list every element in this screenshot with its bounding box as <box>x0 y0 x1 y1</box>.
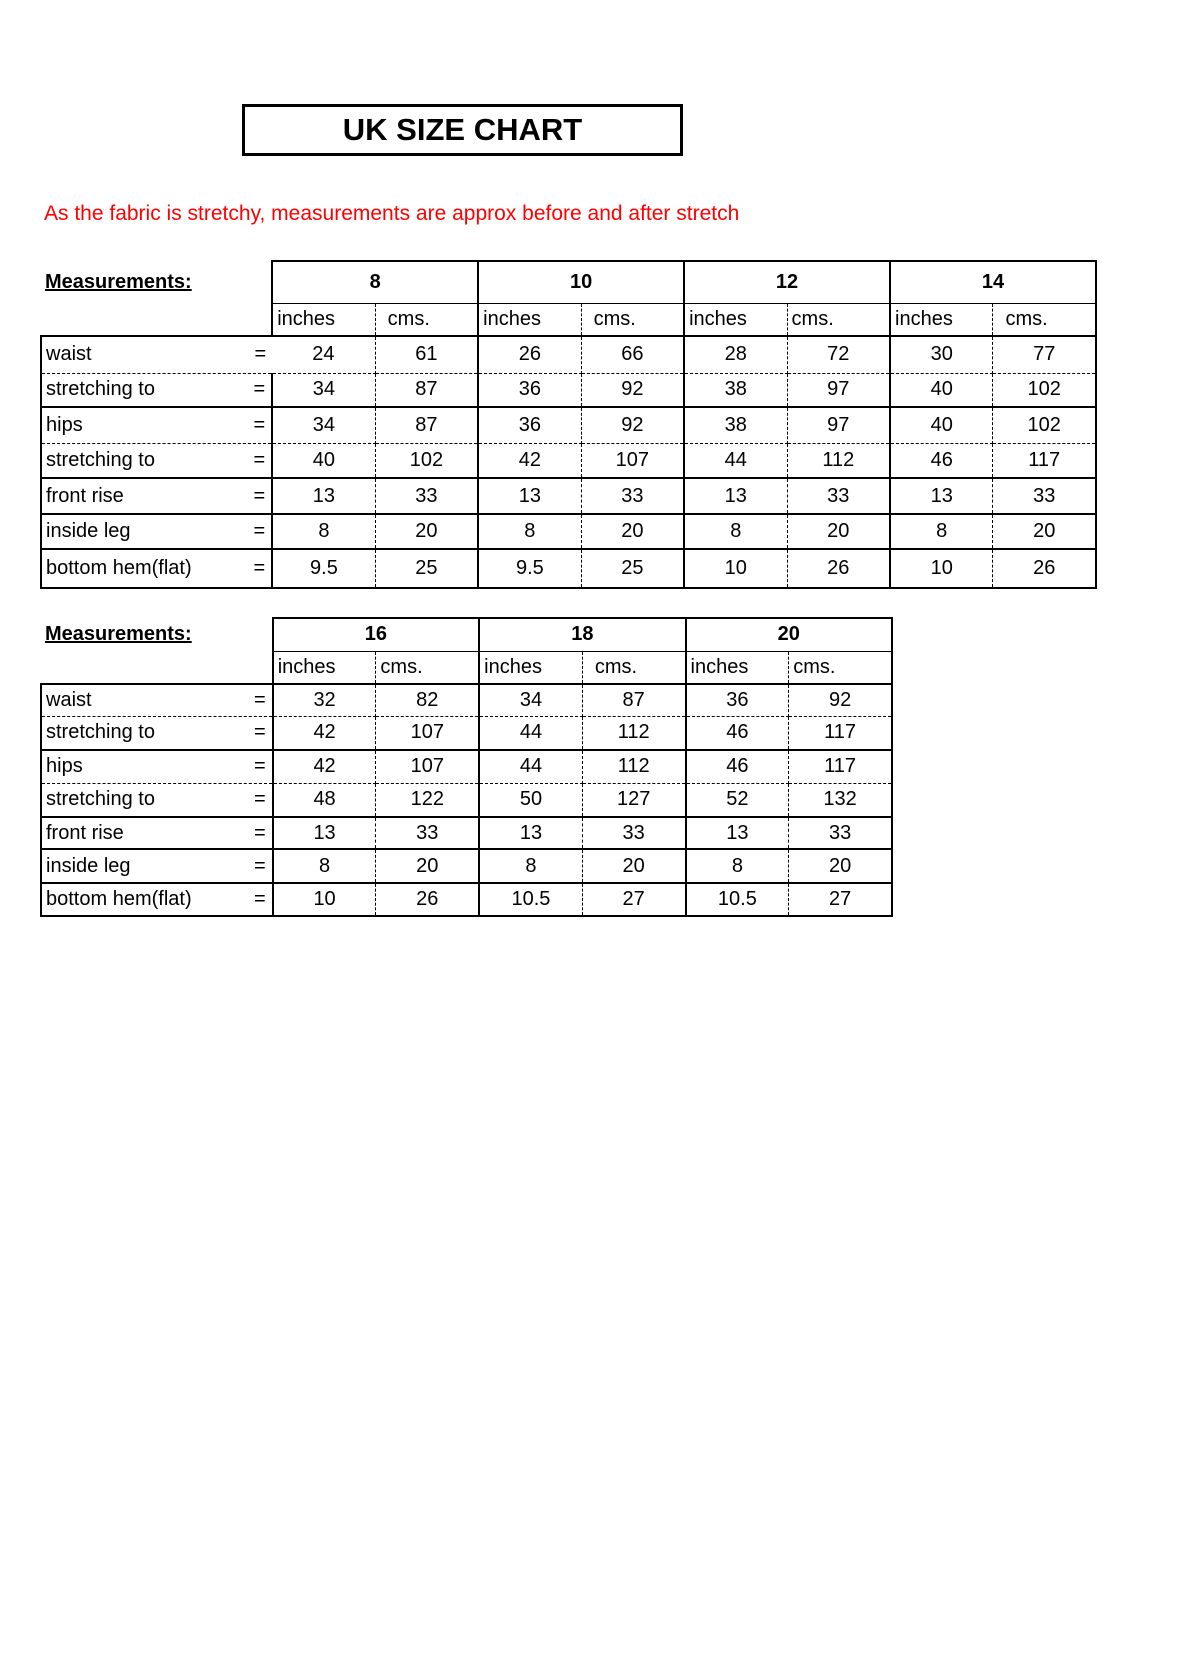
row-label-text: stretching to <box>46 721 155 744</box>
row-label-text: waist <box>46 688 92 711</box>
row-label <box>41 783 273 817</box>
units-row <box>41 651 892 684</box>
row-label-text: stretching to <box>46 378 155 401</box>
equals-sign: = <box>254 821 266 844</box>
value-cms: 102 <box>993 373 1096 407</box>
size-12-header: 12 <box>684 261 890 303</box>
value-inches: 10 <box>273 883 376 916</box>
value-cms: 26 <box>993 549 1096 588</box>
value-cms: 87 <box>375 373 478 407</box>
value-inches: 36 <box>478 373 581 407</box>
value-inches: 36 <box>478 407 581 443</box>
value-cms: 92 <box>789 684 892 716</box>
value-inches: 42 <box>273 716 376 750</box>
value-inches: 38 <box>684 407 787 443</box>
table-row <box>41 336 1096 373</box>
value-cms: 127 <box>582 783 685 817</box>
size-header-row <box>41 618 892 651</box>
value-inches: 10 <box>684 549 787 588</box>
value-inches: 28 <box>684 336 787 373</box>
row-label-text: inside leg <box>46 854 131 877</box>
table-row <box>41 716 892 750</box>
row-label <box>41 883 273 916</box>
value-inches: 10.5 <box>686 883 789 916</box>
value-cms: 33 <box>581 478 684 514</box>
row-label <box>41 849 273 883</box>
size-header-row <box>41 261 1096 303</box>
value-inches: 9.5 <box>478 549 581 588</box>
value-inches: 34 <box>479 684 582 716</box>
value-inches: 48 <box>273 783 376 817</box>
value-inches: 26 <box>478 336 581 373</box>
value-cms: 66 <box>581 336 684 373</box>
value-inches: 8 <box>272 514 375 549</box>
value-cms: 33 <box>582 817 685 849</box>
size-8-header: 8 <box>272 261 478 303</box>
unit-inches: inches <box>478 303 581 336</box>
value-cms: 87 <box>375 407 478 443</box>
row-label-text: bottom hem(flat) <box>46 557 192 579</box>
row-label <box>41 750 273 783</box>
value-cms: 25 <box>375 549 478 588</box>
value-cms: 92 <box>581 373 684 407</box>
value-inches: 44 <box>479 716 582 750</box>
unit-inches: inches <box>273 651 376 684</box>
value-cms: 87 <box>582 684 685 716</box>
value-cms: 26 <box>376 883 479 916</box>
units-row <box>41 303 1096 336</box>
equals-sign: = <box>253 520 266 542</box>
value-inches: 40 <box>272 443 375 478</box>
value-inches: 34 <box>272 373 375 407</box>
unit-inches: inches <box>684 303 787 336</box>
size-18-header: 18 <box>479 618 685 651</box>
value-cms: 72 <box>787 336 890 373</box>
table-row <box>41 443 1096 478</box>
unit-inches: inches <box>272 303 375 336</box>
value-inches: 8 <box>478 514 581 549</box>
value-cms: 20 <box>787 514 890 549</box>
value-cms: 77 <box>993 336 1096 373</box>
value-cms: 33 <box>789 817 892 849</box>
equals-sign: = <box>253 448 266 471</box>
value-cms: 92 <box>581 407 684 443</box>
value-cms: 107 <box>376 716 479 750</box>
equals-sign: = <box>253 413 266 436</box>
equals-sign: = <box>254 788 266 811</box>
table-row <box>41 684 892 716</box>
value-inches: 13 <box>272 478 375 514</box>
table-row <box>41 373 1096 407</box>
equals-sign: = <box>253 557 266 579</box>
size-20-header: 20 <box>686 618 892 651</box>
value-cms: 33 <box>787 478 890 514</box>
row-label-text: inside leg <box>46 520 131 542</box>
value-inches: 46 <box>686 716 789 750</box>
value-inches: 34 <box>272 407 375 443</box>
page-title: UK SIZE CHART <box>242 104 683 156</box>
units-spacer <box>41 303 272 336</box>
table-row <box>41 849 892 883</box>
value-inches: 8 <box>479 849 582 883</box>
unit-cms: cms. <box>581 303 684 336</box>
size-table-2 <box>40 617 893 917</box>
table-row <box>41 883 892 916</box>
value-cms: 107 <box>581 443 684 478</box>
row-label-text: front rise <box>46 821 124 844</box>
row-label <box>41 514 272 549</box>
value-inches: 24 <box>272 336 375 373</box>
unit-cms: cms. <box>375 303 478 336</box>
value-inches: 13 <box>890 478 993 514</box>
value-inches: 46 <box>686 750 789 783</box>
value-cms: 25 <box>581 549 684 588</box>
value-cms: 112 <box>787 443 890 478</box>
value-inches: 30 <box>890 336 993 373</box>
value-cms: 27 <box>789 883 892 916</box>
value-inches: 13 <box>686 817 789 849</box>
row-label-text: stretching to <box>46 448 155 471</box>
value-inches: 42 <box>273 750 376 783</box>
unit-cms: cms. <box>376 651 479 684</box>
value-cms: 102 <box>993 407 1096 443</box>
value-inches: 13 <box>684 478 787 514</box>
value-cms: 107 <box>376 750 479 783</box>
measurements-label: Measurements: <box>45 623 192 645</box>
equals-sign: = <box>254 721 266 744</box>
row-label-text: hips <box>46 413 83 436</box>
row-label <box>41 549 272 588</box>
table-row <box>41 478 1096 514</box>
row-label <box>41 443 272 478</box>
equals-sign: = <box>253 378 266 401</box>
value-inches: 13 <box>478 478 581 514</box>
unit-inches: inches <box>686 651 789 684</box>
value-inches: 38 <box>684 373 787 407</box>
value-cms: 112 <box>582 716 685 750</box>
row-label <box>41 373 272 407</box>
value-inches: 40 <box>890 373 993 407</box>
row-label-text: hips <box>46 755 83 778</box>
row-label <box>41 684 273 716</box>
unit-inches: inches <box>890 303 993 336</box>
value-inches: 9.5 <box>272 549 375 588</box>
value-inches: 32 <box>273 684 376 716</box>
value-cms: 33 <box>993 478 1096 514</box>
value-inches: 10 <box>890 549 993 588</box>
value-cms: 20 <box>376 849 479 883</box>
row-label <box>41 817 273 849</box>
value-cms: 26 <box>787 549 890 588</box>
value-cms: 20 <box>582 849 685 883</box>
value-inches: 13 <box>479 817 582 849</box>
row-label-text: bottom hem(flat) <box>46 888 192 910</box>
value-cms: 117 <box>993 443 1096 478</box>
size-10-header: 10 <box>478 261 684 303</box>
row-label-text: waist <box>46 343 92 366</box>
value-inches: 36 <box>686 684 789 716</box>
value-inches: 8 <box>686 849 789 883</box>
equals-sign: = <box>253 484 266 507</box>
unit-cms: cms. <box>789 651 892 684</box>
size-14-header: 14 <box>890 261 1096 303</box>
value-inches: 40 <box>890 407 993 443</box>
value-cms: 20 <box>375 514 478 549</box>
value-cms: 112 <box>582 750 685 783</box>
value-inches: 10.5 <box>479 883 582 916</box>
value-inches: 46 <box>890 443 993 478</box>
value-cms: 117 <box>789 750 892 783</box>
table-row <box>41 407 1096 443</box>
value-inches: 50 <box>479 783 582 817</box>
stretch-note: As the fabric is stretchy, measurements are approx before and after stretch <box>44 202 740 225</box>
row-label <box>41 407 272 443</box>
value-inches: 52 <box>686 783 789 817</box>
measurements-label: Measurements: <box>45 270 192 293</box>
value-cms: 33 <box>375 478 478 514</box>
value-cms: 97 <box>787 407 890 443</box>
value-cms: 82 <box>376 684 479 716</box>
row-label-text: front rise <box>46 484 124 507</box>
table-row <box>41 514 1096 549</box>
row-label <box>41 716 273 750</box>
value-cms: 61 <box>375 336 478 373</box>
row-label-text: stretching to <box>46 788 155 811</box>
value-inches: 8 <box>890 514 993 549</box>
table-row <box>41 750 892 783</box>
value-cms: 97 <box>787 373 890 407</box>
row-label <box>41 336 272 373</box>
equals-sign: = <box>254 755 266 778</box>
value-cms: 117 <box>789 716 892 750</box>
unit-cms: cms. <box>993 303 1096 336</box>
row-label <box>41 478 272 514</box>
unit-cms: cms. <box>582 651 685 684</box>
table-row <box>41 549 1096 588</box>
value-inches: 8 <box>273 849 376 883</box>
table-row <box>41 783 892 817</box>
unit-inches: inches <box>479 651 582 684</box>
value-cms: 33 <box>376 817 479 849</box>
value-inches: 8 <box>684 514 787 549</box>
equals-sign: = <box>254 688 266 711</box>
equals-sign: = <box>254 854 266 877</box>
size-16-header: 16 <box>273 618 479 651</box>
value-cms: 122 <box>376 783 479 817</box>
table-row <box>41 817 892 849</box>
value-cms: 20 <box>789 849 892 883</box>
value-cms: 102 <box>375 443 478 478</box>
equals-sign: = <box>254 888 266 910</box>
value-inches: 42 <box>478 443 581 478</box>
equals-sign: = <box>254 343 267 366</box>
units-spacer <box>41 651 273 684</box>
value-cms: 27 <box>582 883 685 916</box>
value-cms: 20 <box>993 514 1096 549</box>
value-inches: 13 <box>273 817 376 849</box>
value-inches: 44 <box>684 443 787 478</box>
unit-cms: cms. <box>787 303 890 336</box>
size-table-1 <box>40 260 1097 589</box>
value-inches: 44 <box>479 750 582 783</box>
value-cms: 20 <box>581 514 684 549</box>
value-cms: 132 <box>789 783 892 817</box>
